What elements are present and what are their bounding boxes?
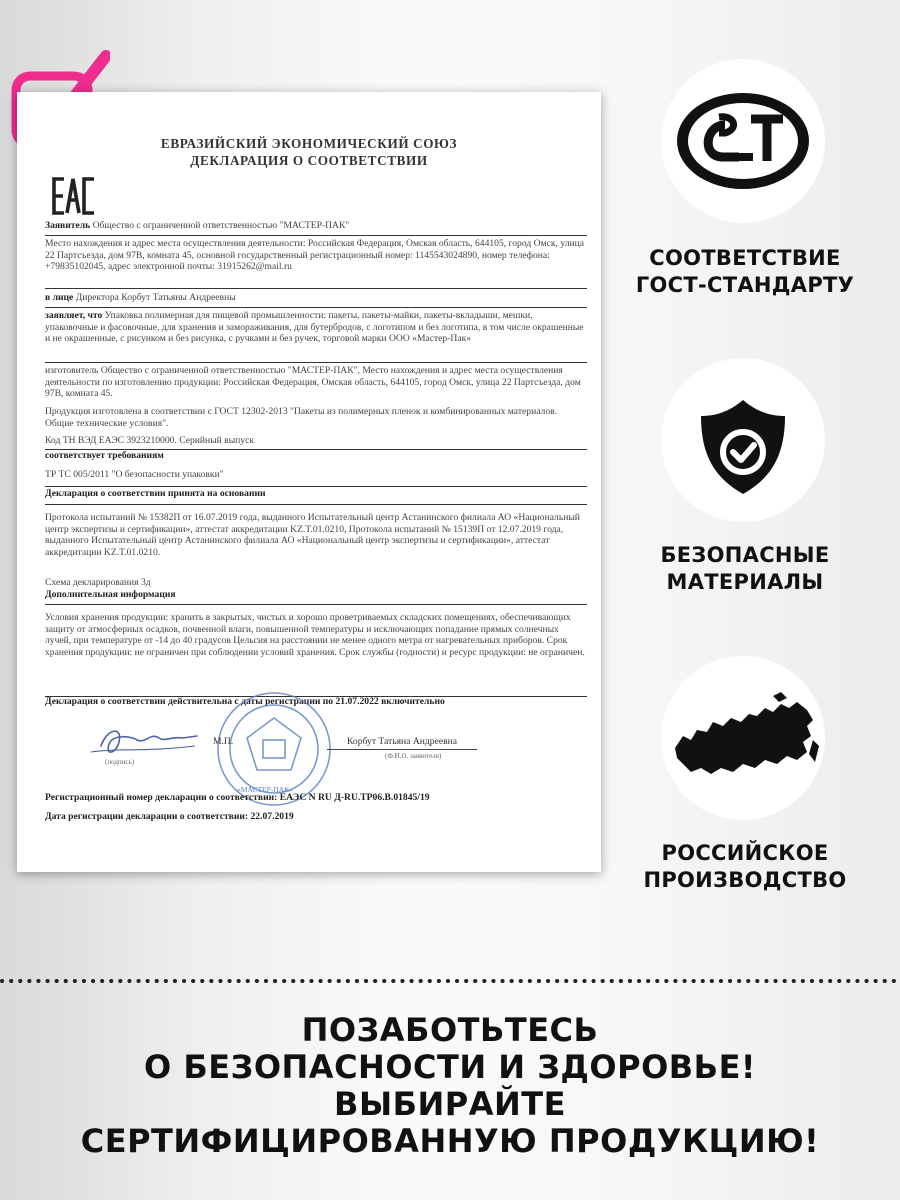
registration-number: Регистрационный номер декларации о соответствии: ЕАЭС N RU Д-RU.ТР06.В.01845/19 — [45, 792, 430, 803]
person-line — [45, 292, 585, 304]
feature-line: ГОСТ-СТАНДАРТУ — [635, 273, 855, 297]
stamp-text: «МАСТЕР-ПАК» — [237, 785, 293, 794]
signature-icon — [87, 722, 207, 762]
slogan-line: ПОЗАБОТЬТЕСЬ — [301, 1011, 599, 1049]
mp-mark: М.П. — [213, 736, 234, 747]
feature-line: СООТВЕТСТВИЕ — [649, 246, 841, 270]
slogan — [0, 1012, 900, 1160]
feature-caption-russia — [610, 840, 880, 894]
doc-title-declaration: ДЕКЛАРАЦИЯ О СООТВЕТСТВИИ — [190, 153, 428, 168]
person-value: Директора Корбут Татьяны Андреевны — [75, 292, 236, 303]
feature-caption-gost — [610, 245, 880, 299]
dotted-divider — [0, 978, 900, 984]
info-value: Условия хранения продукции: хранить в закрытых, чистых и хорошо проветриваемых складских помещениях, обеспечивающих защиту от атмосферных осадков, почвенной влаги, повышенной температуры и исключающих попадание прямых солнечных лучей, при температуре от -14 до 40 градусов Цельсия на расстоянии не менее одного метра от нагревательных приборов. Срок хранения продукции: не ограничен при соблюдении условий хранения. Срок службы (годности) и ресурс продукции: не ограничен. — [45, 612, 585, 658]
validity-line: Декларация о соответствии действительна с даты регистрации по 21.07.2022 включительно — [45, 696, 445, 707]
manufacturer-block: изготовитель Общество с ограниченной ответственностью "МАСТЕР-ПАК", Место нахождения и адрес места осуществления деятельности по изготовлению продукции: Российская Федерация, Омская область, 644105, город Омск, улица 22 Партсъезда, дом 97В, комната 45. — [45, 365, 581, 400]
divider — [45, 288, 587, 289]
shield-check-icon — [661, 358, 825, 522]
code-line: Код ТН ВЭД ЕАЭС 3923210000. Серийный выпуск — [45, 435, 255, 446]
russia-map-icon — [661, 656, 825, 820]
info-label: Дополнительная информация — [45, 589, 176, 600]
declaration-document — [17, 92, 601, 872]
divider — [45, 504, 587, 505]
signature-caption: (подпись) — [105, 758, 135, 766]
divider — [45, 486, 587, 487]
applicant-address: Место нахождения и адрес места осуществления деятельности: Российская Федерация, Омская область, 644105, город Омск, улица 22 Партсъезда, дом 97В, комната 45, основной государственный регистрационный номер: 1145543024890, номер телефона: +79835102045, адрес электронной почты: 31915262@mail.ru — [45, 238, 585, 273]
produced-block: Продукция изготовлена в соответствии с ГОСТ 12302-2013 "Пакеты из полимерных пленок и комбинированных материалов. Общие технические условия". — [45, 406, 558, 429]
eac-mark-icon — [51, 176, 97, 216]
feature-line: ПРОИЗВОДСТВО — [643, 868, 847, 892]
divider — [45, 235, 587, 236]
declares-value: Упаковка полимерная для пищевой промышленности: пакеты, пакеты-майки, пакеты-вкладыши, мешки, упаковочные и фасовочные, для хранения и замораживания, для бутербродов, с логотипом и без логотипа, в том числе окрашенные и не окрашенные, с рисунком и без рисунка, с ручками и без ручек, торговой марки ООО «Мастер-Пак» — [45, 310, 584, 345]
gost-badge — [661, 59, 825, 223]
gost-pct-icon — [661, 59, 825, 223]
russia-badge — [661, 656, 825, 820]
applicant-line — [45, 220, 585, 232]
slogan-line: О БЕЗОПАСНОСТИ И ЗДОРОВЬЕ! — [143, 1048, 757, 1086]
scheme-line: Схема декларирования 3д — [45, 577, 151, 588]
complies-value: ТР ТС 005/2011 "О безопасности упаковки" — [45, 469, 224, 480]
slogan-line: ВЫБИРАЙТЕ — [334, 1085, 566, 1123]
signer-caption: (Ф.И.О. заявителя) — [385, 752, 442, 760]
doc-title-union: ЕВРАЗИЙСКИЙ ЭКОНОМИЧЕСКИЙ СОЮЗ — [160, 136, 458, 151]
feature-caption-safety — [610, 542, 880, 596]
divider — [45, 604, 587, 605]
registration-date: Дата регистрации декларации о соответствии: 22.07.2019 — [45, 811, 294, 822]
declares-label: заявляет, что — [45, 310, 103, 321]
feature-line: РОССИЙСКОЕ — [661, 841, 829, 865]
safety-badge — [661, 358, 825, 522]
signer-name: Корбут Татьяна Андреевна — [347, 736, 457, 747]
basis-label: Декларация о соответствии принята на основании — [45, 488, 266, 499]
declares-block — [45, 310, 585, 345]
signer-underline — [327, 749, 477, 750]
feature-line: БЕЗОПАСНЫЕ — [660, 543, 830, 567]
person-label: в лице — [45, 292, 74, 303]
complies-label: соответствует требованиям — [45, 450, 164, 461]
applicant-value: Общество с ограниченной ответственностью "МАСТЕР-ПАК" — [92, 220, 350, 231]
divider — [45, 307, 587, 308]
feature-line: МАТЕРИАЛЫ — [666, 570, 824, 594]
slogan-line: СЕРТИФИЦИРОВАННУЮ ПРОДУКЦИЮ! — [80, 1122, 820, 1160]
basis-value: Протокола испытаний № 15382П от 16.07.2019 года, выданного Испытательный центр Астанинского филиала АО «Национальный центр экспертизы и сертификации», аттестат аккредитации KZ.T.01.0210, Протокола испытаний № 15139П от 12.07.2019 года, выданного Испытательный центр Астанинского филиала АО «Национальный центр экспертизы и сертификации», аттестат аккредитации KZ.T.01.0210. — [45, 512, 580, 558]
applicant-label: Заявитель — [45, 220, 91, 231]
divider — [45, 362, 587, 363]
